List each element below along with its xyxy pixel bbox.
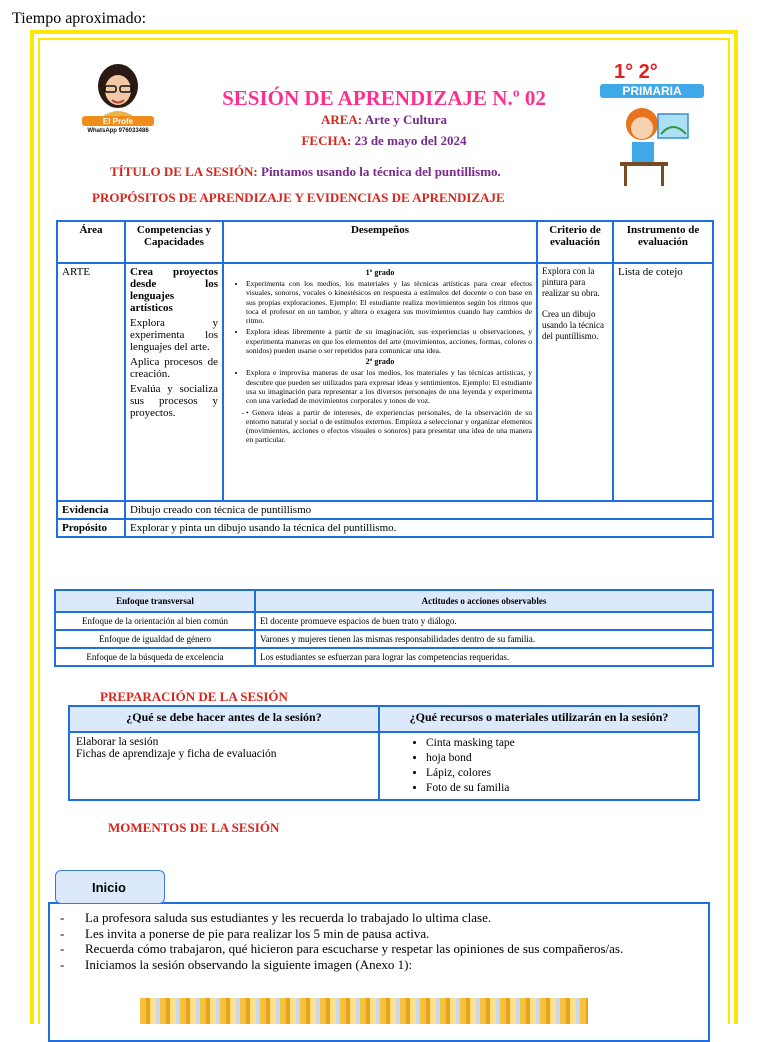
desempeno-item: • Experimenta con los medios, los materiales y las técnicas artísticas para crear efectos visuales, sonoros, vocales o kinestésicos en respuesta a estímulos del docente o con base en sus propias exploraciones. Ejemplo: El estudiante realiza movimientos según los ritmos que toca el profesor en un tambor, y altera o exagera sus movimientos cuando hay cambios de ritmo. [246,279,532,325]
header-antes: ¿Qué se debe hacer antes de la sesión? [69,706,379,732]
capacidad-item: Evalúa y socializa sus procesos y proyectos. [130,383,218,419]
tiempo-aproximado-label: Tiempo aproximado: [12,10,147,27]
enfoque-table [54,589,714,667]
header-actitudes: Actitudes o acciones observables [255,590,713,612]
fecha-line [0,133,768,149]
competencia-title: Crea proyectos desde los lenguajes artísticos [130,266,218,314]
antes-cell [69,732,379,800]
evidencia-value: Dibujo creado con técnica de puntillismo [125,501,713,519]
inicio-item: - Recuerda cómo trabajaron, qué hicieron para escucharse y respetar las opiniones de sus compañeros/as. [60,941,708,957]
preparacion-table [68,705,700,801]
preparacion-heading: PREPARACIÓN DE LA SESIÓN [100,689,288,704]
header-desempenos: Desempeños [223,221,537,263]
grades-label: 1° 2° [614,61,658,83]
fecha-value: 23 de mayo del 2024 [354,133,467,148]
anexo-1-image [140,998,588,1024]
recursos-cell [379,732,699,800]
capacidad-item: Explora y experimenta los lenguajes del arte. [130,317,218,353]
enfoque-cell: Enfoque de la búsqueda de excelencia [55,648,255,666]
competencias-cell [125,263,223,501]
session-title-label: TÍTULO DE LA SESIÓN: [110,164,258,179]
area-line [0,112,768,128]
inicio-item: - Iniciamos la sesión observando la siguiente imagen (Anexo 1): [60,957,708,973]
header-recursos: ¿Qué recursos o materiales utilizarán en la sesión? [379,706,699,732]
recurso-item: • Cinta masking tape [426,736,692,751]
header-area: Área [57,221,125,263]
svg-text:El Profe: El Profe [102,117,134,126]
antes-item: Fichas de aprendizaje y ficha de evaluación [76,748,277,760]
primaria-label: PRIMARIA [622,84,682,98]
grado-2-label: 2º grado [365,357,395,367]
session-title-value: Pintamos usando la técnica del puntillismo. [261,164,501,179]
inicio-label: Inicio [55,870,165,904]
area-label: AREA: [320,112,363,127]
inicio-item: - La profesora saluda sus estudiantes y les recuerda lo trabajado lo ultima clase. [60,910,708,926]
inicio-item: - Les invita a ponerse de pie para realizar los 5 min de pausa activa. [60,926,708,942]
recurso-item: • Lápiz, colores [426,766,692,781]
criterio-item: Explora con la pintura para realizar su obra. [542,266,600,298]
desempeno-item: • Explora ideas libremente a partir de su imaginación, sus experiencias u observaciones, y experimenta maneras en que los elementos del arte (movimientos, acciones, formas, colores o sonidos) pueden usarse o ser repetidos para comunicar una idea. [246,327,532,355]
header-criterio: Criterio de evaluación [537,221,613,263]
header-competencias: Competencias y Capacidades [125,221,223,263]
enfoque-cell: Enfoque de la orientación al bien común [55,612,255,630]
grado-1-list [228,279,532,355]
actitud-cell: Los estudiantes se esfuerzan para lograr las competencias requeridas. [255,648,713,666]
session-title-line [110,164,501,180]
header-instrumento: Instrumento de evaluación [613,221,713,263]
recurso-item: • hoja bond [426,751,692,766]
proposito-value: Explorar y pinta un dibujo usando la técnica del puntillismo. [125,519,713,537]
svg-text:WhatsApp 976033486: WhatsApp 976033486 [87,128,149,134]
grado-2-list [228,368,532,444]
proposito-label: Propósito [57,519,125,537]
area-value: Arte y Cultura [364,112,448,127]
antes-item: Elaborar la sesión [76,736,159,748]
competencias-table [56,220,714,538]
fecha-label: FECHA: [301,133,352,148]
grado-1-label: 1º grado [365,268,395,277]
evidencia-label: Evidencia [57,501,125,519]
propositos-heading: PROPÓSITOS DE APRENDIZAJE Y EVIDENCIAS DE APRENDIZAJE [92,190,505,205]
capacidad-item: Aplica procesos de creación. [130,356,218,380]
area-cell: ARTE [57,263,125,501]
inicio-list [50,910,708,972]
instrumento-cell: Lista de cotejo [613,263,713,501]
desempeno-item: • Explora e improvisa maneras de usar los medios, los materiales y las técnicas artísticas, y descubre que pueden ser utilizados para expresar ideas y sentimientos. Ejemplo: El estudiante usa su imaginación para representar a los diversos personajes de una leyenda y experimenta con una variedad de movimientos corporales y tonos de voz. [246,368,532,405]
momentos-heading: MOMENTOS DE LA SESIÓN [108,820,280,835]
actitud-cell: Varones y mujeres tienen las mismas responsabilidades dentro de su familia. [255,630,713,648]
desempenos-cell [223,263,537,501]
desempeno-item: - • Genera ideas a partir de intereses, de experiencias personales, de la observación de su entorno natural y social o de estímulos externos. Empieza a seleccionar y organizar elementos (movimientos, acciones o efectos visuales o sonoros) para presentar una idea de una manera en particular. [246,408,532,445]
header-enfoque: Enfoque transversal [55,590,255,612]
criterio-item: Crea un dibujo usando la técnica del puntillismo. [542,309,604,341]
page-title: SESIÓN DE APRENDIZAJE N.º 02 [222,86,546,110]
enfoque-cell: Enfoque de igualdad de género [55,630,255,648]
recurso-item: • Foto de su familia [426,781,692,796]
criterio-cell [537,263,613,501]
recursos-list [386,736,692,796]
actitud-cell: El docente promueve espacios de buen trato y diálogo. [255,612,713,630]
